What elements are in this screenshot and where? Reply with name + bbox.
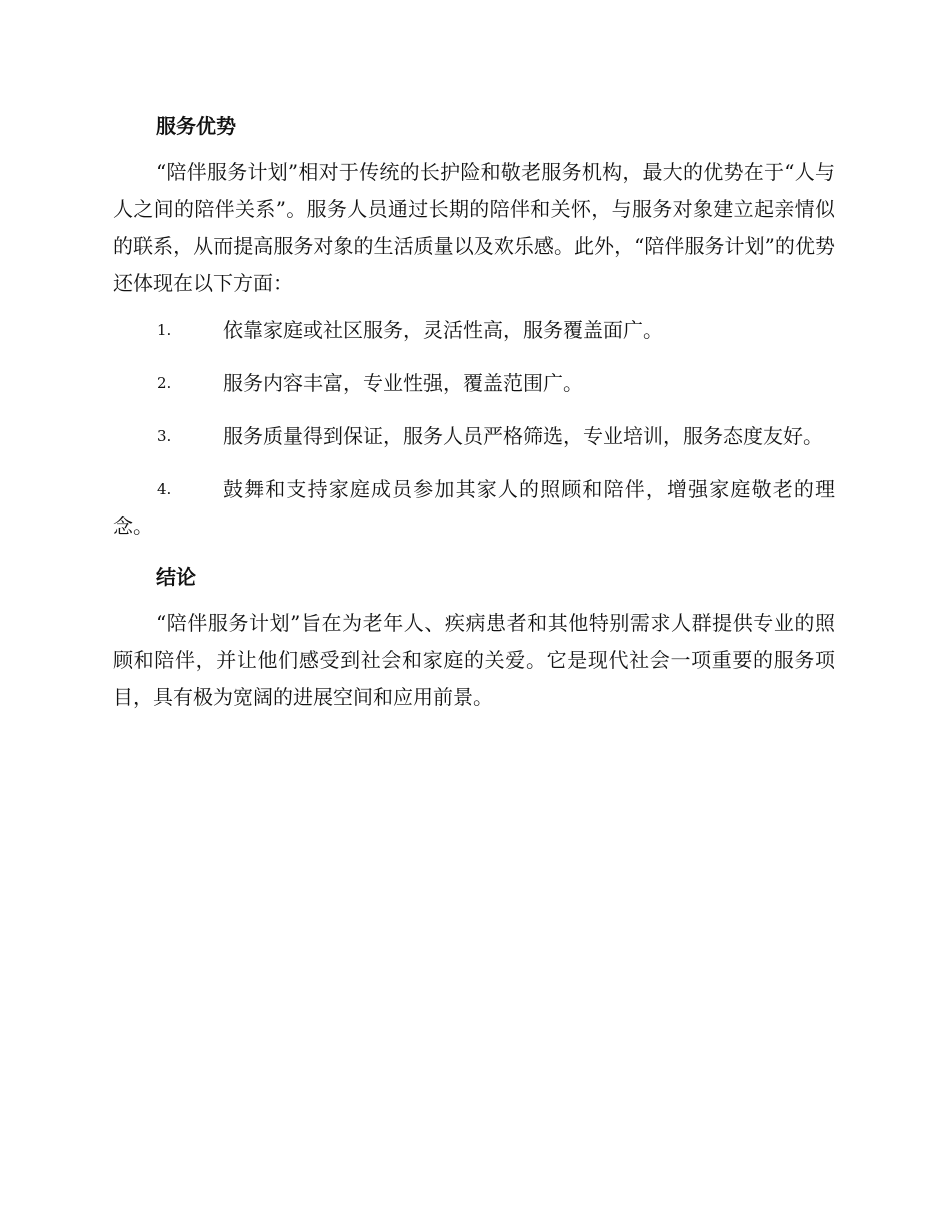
list-item-number: 3. [157,427,172,445]
list-item-number: 2. [157,374,172,392]
list-item-text: 依靠家庭或社区服务，灵活性高，服务覆盖面广。 [223,318,663,342]
document-body [113,100,835,726]
list-item [113,418,835,455]
list-item-number: 4. [157,480,172,498]
advantages-paragraph: “陪伴服务计划”相对于传统的长护险和敬老服务机构，最大的优势在于“人与人之间的陪伴关系”。服务人员通过长期的陪伴和关怀，与服务对象建立起亲情似的联系，从而提高服务对象的生活质量以及欢乐感。此外，“陪伴服务计划”的优势还体现在以下方面： [113,160,835,295]
list-item-number: 1. [157,321,172,339]
list-item-text: 鼓舞和支持家庭成员参加其家人的照顾和陪伴，增强家庭敬老的理念。 [113,477,835,538]
list-item-text: 服务内容丰富，专业性强，覆盖范围广。 [223,371,583,395]
section-heading-conclusion: 结论 [156,565,196,589]
list-item [113,312,835,349]
section-heading-advantages: 服务优势 [156,114,236,138]
list-item [113,471,835,545]
list-item-text: 服务质量得到保证，服务人员严格筛选，专业培训，服务态度友好。 [223,424,823,448]
list-item [113,365,835,402]
conclusion-paragraph: “陪伴服务计划”旨在为老年人、疾病患者和其他特别需求人群提供专业的照顾和陪伴，并让他们感受到社会和家庭的关爱。它是现代社会一项重要的服务项目，具有极为宽阔的进展空间和应用前景。 [113,611,835,709]
